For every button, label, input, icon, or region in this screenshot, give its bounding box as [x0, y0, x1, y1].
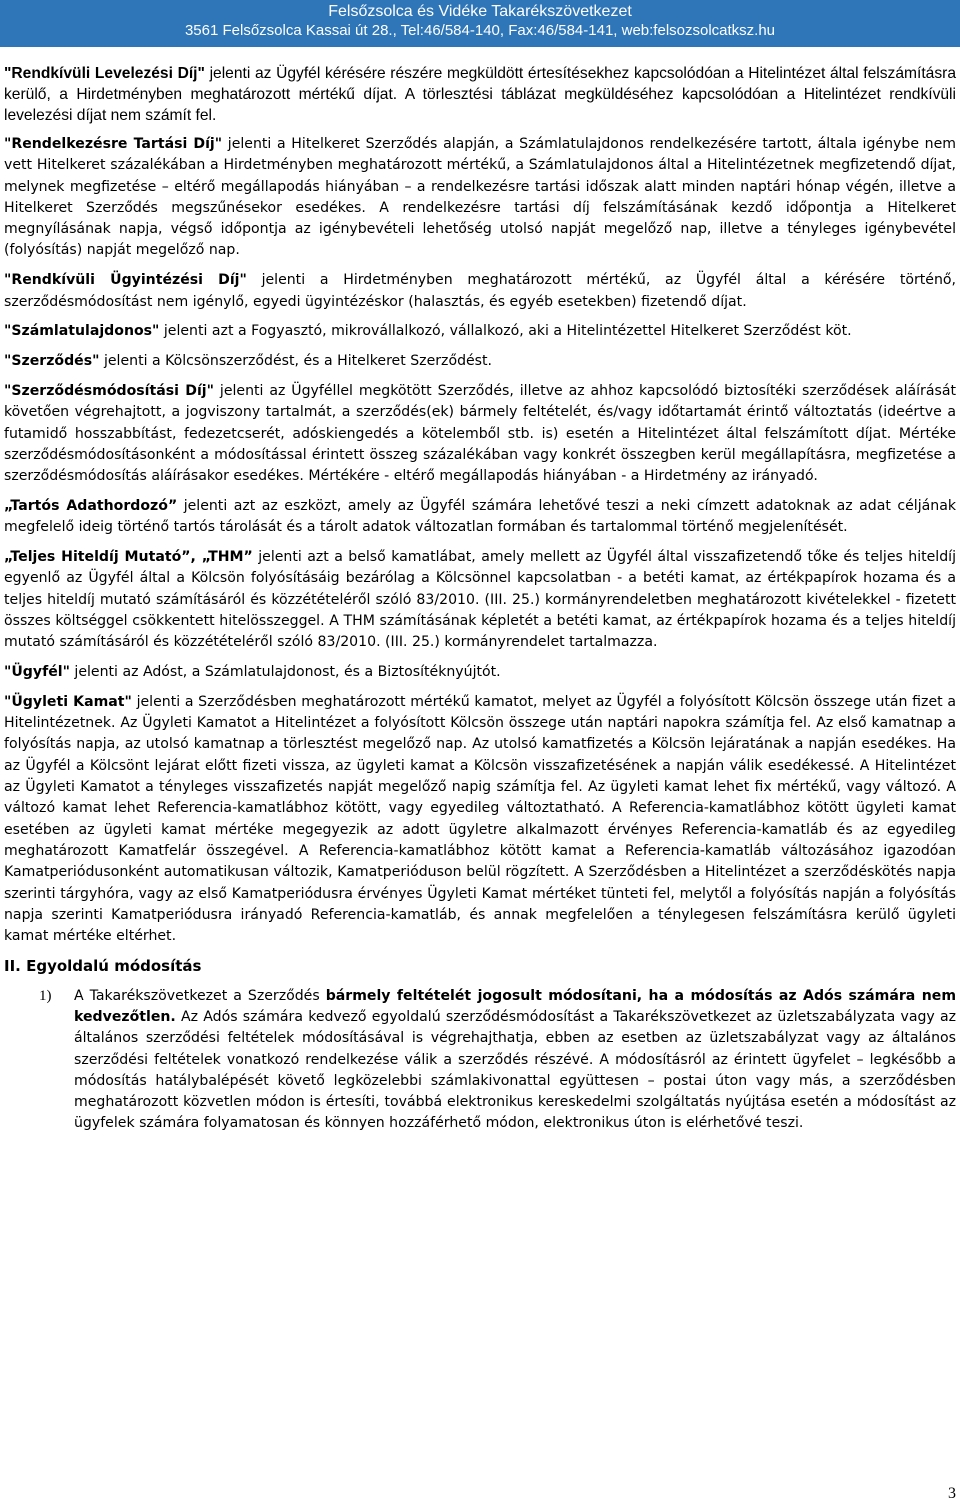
definition-text: jelenti azt a belső kamatlábat, amely mellett az Ügyfél által visszafizetendő tőke és teljes hiteldíj egyenlő az Ügyfél által a Kölcsön folyósításáig bezárólag a Kölcsönnel kapcsolatban - a betéti kamat, az értékpapírok hozama és a teljes hiteldíj mutató számításáról és közzétételéről szóló 83/2010. (III. 25.) kormányrendeletben meghatározott kivételekkel - fizetett összes költséggel csökkentett hitelösszeggel. A THM számításának képletét a betéti kamat, az értékpapírok hozama és a teljes hiteldíj mutató számításáról és közzétételéről szóló 83/2010. (III. 25.) kormányrendelet tartalmazza. [4, 549, 957, 651]
definition-text: jelenti az Ügyfél kérésére részére megküldött értesítésekhez kapcsolódóan a Hitelintézet által felszámításra kerülő, a Hirdetményben meghatározott mértékű díjat. A törlesztési táblázat megküldéséhez kapcsolódóan a Hitelintézet rendkívüli levelezési díjat nem számít fel. [4, 65, 956, 124]
definition-text: jelenti a Szerződésben meghatározott mértékű kamatot, melyet az Ügyfél a folyósított Kölcsön összege után fizet a Hitelintézetnek. Az Ügyleti Kamatot a Hitelintézet a folyósított Kölcsön összege után naptári napokra számítja fel. Az első kamatnap a folyósítás napja, az utolsó kamatnap a törlesztést megelőző nap. Az utolsó kamatfizetés a Kölcsön lejáratának a napján esedékes. Ha az Ügyfél a Kölcsönt lejárat előtt fizeti vissza, az ügyleti kamat a Kölcsön visszafizetésének a napján válik esedékessé. A Hitelintézet az Ügyleti Kamatot a tényleges visszafizetés napját megelőző napig számítja fel. Az ügyleti kamat lehet fix mértékű, vagy változó. A változó kamat lehet Referencia-kamatlábhoz kötött, vagy egyedileg változtatható. A Referencia-kamatlábhoz kötött ügyleti kamat esetében az ügyleti kamat mértéke megegyezik az adott ügyletre alkalmazott érvényes Referencia-kamatláb és az egyedileg meghatározott Kamatfelár összegével. A Referencia-kamatlábhoz kötött kamat a Referencia-kamatláb változásához igazodóan Kamatperiódusonként automatikusan változik, Kamatperióduson belül rögzített. A Szerződésben a Hitelintézet a szerződéskötés napja szerinti tárgyhóra, vagy az első Kamatperiódusra érvényes Ügyleti Kamat mértéket tünteti fel, melytől a folyósítás napján a folyósítás napja szerinti Kamatperiódusra irányadó Referencia-kamatláb, és annak megfelelően a ténylegesen felszámításra kerülő ügyleti kamat mértéke eltérhet. [4, 693, 956, 945]
definition-text: jelenti az Adóst, a Számlatulajdonost, és a Biztosítéknyújtót. [69, 664, 501, 681]
definition-rendkivuli-ugyintezesi-dij [4, 270, 956, 313]
definition-szerzodes [4, 351, 956, 372]
definition-tartos-adathordozo [4, 496, 956, 539]
definition-term: "Szerződés" [4, 353, 100, 370]
document-body [4, 63, 956, 1135]
definition-term: "Számlatulajdonos" [4, 323, 160, 340]
definition-rendelkezesre-tartasi-dij [4, 134, 956, 262]
definition-ugyleti-kamat [4, 692, 956, 948]
definition-text: jelenti az Ügyféllel megkötött Szerződés, illetve az ahhoz kapcsolódó biztosítéki szerződések aláírását követően végrehajtott, a jogviszony tartalmát, a szerződés(ek) bármely feltételét, és/vagy időtartamát érintő változtatás (ideértve a futamidő hosszabbítást, fedezetcserét, adóskiengedés a kötelemből stb. is) esetén a Hitelintézet által felszámított díjat. Mértéke szerződésmódosításonként a módosítással érintett összeg százalékában vagy konkrét összegben kerül megállapításra, megfizetése a szerződésmódosítás aláírásakor esedékes. Mértékére - eltérő megállapodás hiányában - a Hirdetmény az irányadó. [4, 382, 956, 485]
section-heading: II. Egyoldalú módosítás [4, 956, 202, 975]
definition-text: jelenti azt az eszközt, amely az Ügyfél számára lehetővé teszi a neki címzett adatoknak az adat céljának megfelelő ideig történő tartós tárolását és a tárolt adatok változatlan formában és tartalommal történő megjelenítését. [4, 497, 956, 536]
list-item-text-intro: A Takarékszövetkezet a Szerződés [74, 987, 326, 1004]
list-item-text [74, 986, 956, 1135]
definition-text: jelenti azt a Fogyasztó, mikrovállalkozó, vállalkozó, aki a Hitelintézettel Hitelkeret Szerződést köt. [159, 323, 852, 340]
definition-szamlatulajdonos [4, 321, 956, 342]
page-number: 3 [948, 1485, 956, 1502]
definition-term: „Tartós Adathordozó” [4, 497, 178, 514]
definition-term: "Rendkívüli Ügyintézési Díj" [4, 272, 247, 289]
institution-contact: 3561 Felsőzsolca Kassai út 28., Tel:46/584-140, Fax:46/584-141, web:felsozsolcatksz.hu [184, 22, 776, 39]
definition-term: "Ügyleti Kamat" [4, 693, 132, 710]
definition-text: jelenti a Kölcsönszerződést, és a Hitelkeret Szerződést. [99, 353, 493, 370]
definition-text: jelenti a Hirdetményben meghatározott mértékű, az Ügyfél által a kérésére történő, szerződésmódosítást nem igénylő, egyedi ügyintézéskor (halasztás, és egyéb esetekben) fizetendő díjat. [4, 272, 956, 310]
definition-text: jelenti a Hitelkeret Szerződés alapján, a Számlatulajdonos rendelkezésére tartott, általa igénybe nem vett Hitelkeret százalékában a Hirdetményben meghatározott mértékű, a Számlatulajdonos által a Hitelintézetnek megfizetendő díjat, melynek megfizetése – eltérő megállapodás hiányában – a rendelkezésre tartási időszak alatt minden naptári hónap végén, illetve a Hitelkeret Szerződés megszűnésekor esedékes. A rendelkezésre tartási díj felszámításának kezdő időpontja a Hitelkeret megnyílásának napja, végső időpontja az igénybevételi lehetőség utolsó napját megelőző nap, illetve a tényleges igénybevétel (folyósítás) napját megelőző nap. [4, 136, 956, 259]
list-item [4, 986, 956, 1135]
definition-ugyfel [4, 662, 956, 683]
list-item-text-emphasis: bármely feltételét jogosult módosítani, ha a módosítás az Adós számára nem kedvezőtlen. [74, 987, 956, 1025]
definition-szerzodesmodositasi-dij [4, 381, 956, 487]
list-item-number: 1) [39, 987, 52, 1004]
definition-thm [4, 547, 956, 653]
definition-term: "Rendelkezésre Tartási Díj" [4, 136, 223, 152]
definition-term: "Ügyfél" [4, 664, 70, 681]
list-item-text-rest: Az Adós számára kedvező egyoldalú szerződésmódosítást a Takarékszövetkezet az üzletszabályzata vagy az általános szerződési feltételek módosításával is végrehajthatja, ebben az esetben az üzletszabályzat vagy az általános szerződési feltételek vonatkozó rendelkezése válik a szerződés részévé. A módosításról az érintett ügyfelet – legkésőbb a módosítás hatálybalépését követő legközelebbi számlakivonattal együttesen – postai úton vagy más, a szerződésben meghatározott közvetlen módon is értesíti, továbbá elektronikus kereskedelmi szolgáltatás nyújtása esetén a módosítást az ügyfelek számára folyamatosan és könnyen hozzáférhető módon, elektronikus úton is elérhetővé teszi. [74, 1008, 956, 1132]
definition-term: "Szerződésmódosítási Díj" [4, 382, 214, 399]
definition-term: "Rendkívüli Levelezési Díj" [4, 65, 205, 82]
institution-name: Felsőzsolca és Vidéke Takarékszövetkezet [328, 3, 632, 20]
definition-term: „Teljes Hiteldíj Mutató”, „THM” [4, 549, 253, 566]
letterhead [0, 0, 960, 47]
definition-rendkivuli-levelezesi-dij [4, 63, 956, 126]
